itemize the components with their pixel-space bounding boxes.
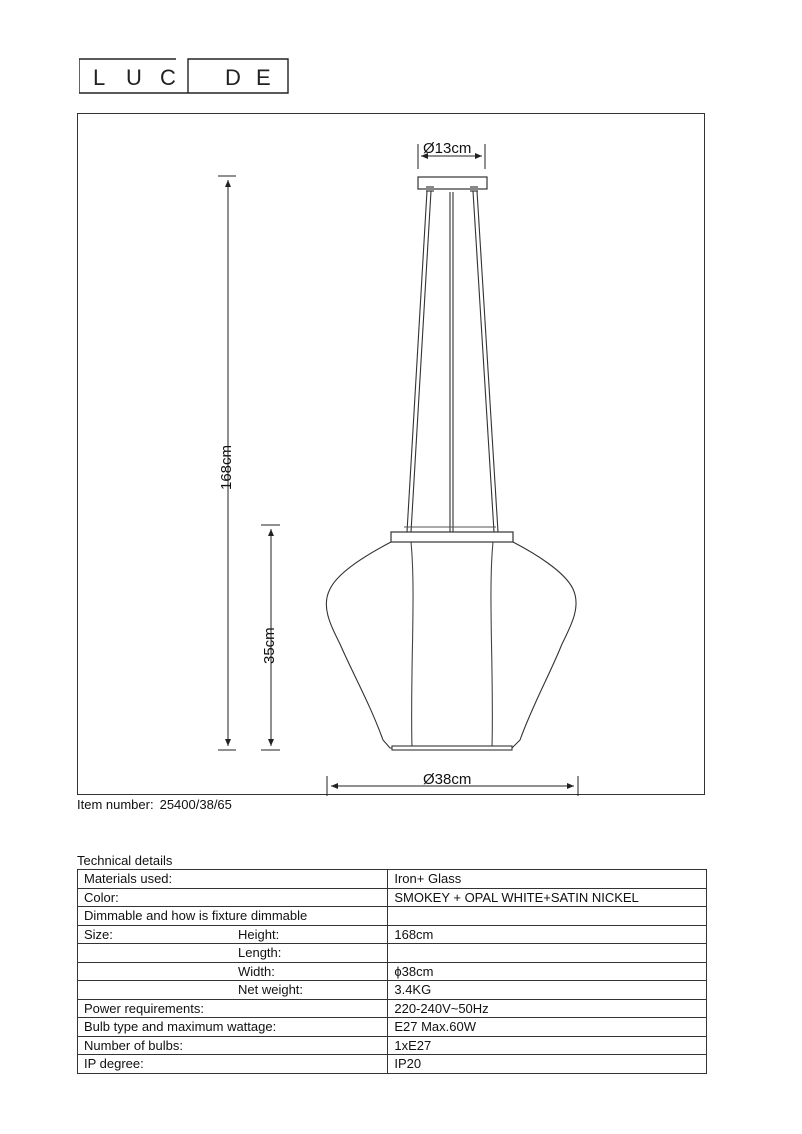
total-height-dimension bbox=[218, 176, 236, 750]
spec-label-cell bbox=[78, 962, 388, 981]
spec-sub-label: Net weight: bbox=[238, 982, 304, 997]
ceiling-canopy bbox=[418, 177, 487, 192]
table-row bbox=[78, 999, 707, 1018]
technical-drawing-frame bbox=[77, 113, 705, 795]
spec-value: IP20 bbox=[388, 1055, 707, 1074]
logo-letter-c: C bbox=[160, 65, 176, 90]
table-row bbox=[78, 944, 707, 963]
shade-diameter-label: Ø38cm bbox=[423, 771, 472, 788]
logo-letter-u: U bbox=[126, 65, 142, 90]
technical-details-title: Technical details bbox=[77, 853, 173, 868]
table-row bbox=[78, 907, 707, 926]
logo-letter-l: L bbox=[93, 65, 106, 90]
spec-value bbox=[388, 944, 707, 963]
shade-height-label: 35cm bbox=[261, 627, 278, 664]
logo-letter-d: D bbox=[225, 65, 241, 90]
top-diameter-dimension bbox=[418, 140, 485, 169]
table-row bbox=[78, 925, 707, 944]
shade-top-cap bbox=[391, 527, 513, 542]
spec-value: 3.4KG bbox=[388, 981, 707, 1000]
spec-value: Iron+ Glass bbox=[388, 870, 707, 889]
spec-sub-label: Width: bbox=[238, 963, 275, 979]
shade-height-dimension bbox=[261, 525, 280, 750]
spec-label-cell bbox=[78, 944, 388, 963]
table-row bbox=[78, 1055, 707, 1074]
spec-label: Bulb type and maximum wattage: bbox=[78, 1018, 388, 1037]
item-number-label: Item number: bbox=[77, 797, 154, 812]
spec-value: 1xE27 bbox=[388, 1036, 707, 1055]
item-number-value: 25400/38/65 bbox=[159, 797, 232, 812]
spec-value: SMOKEY + OPAL WHITE+SATIN NICKEL bbox=[388, 888, 707, 907]
spec-value: 168cm bbox=[388, 925, 707, 944]
table-row bbox=[78, 981, 707, 1000]
table-row bbox=[78, 962, 707, 981]
spec-label: Power requirements: bbox=[78, 999, 388, 1018]
pendant-lamp-drawing bbox=[78, 114, 706, 796]
spec-value bbox=[388, 907, 707, 926]
spec-label-cell bbox=[78, 925, 388, 944]
suspension-cables bbox=[407, 191, 498, 532]
spec-value: E27 Max.60W bbox=[388, 1018, 707, 1037]
table-row bbox=[78, 1018, 707, 1037]
spec-label: Color: bbox=[78, 888, 388, 907]
table-row bbox=[78, 870, 707, 889]
spec-label: IP degree: bbox=[78, 1055, 388, 1074]
spec-label: Dimmable and how is fixture dimmable bbox=[78, 907, 388, 926]
spec-value: ϕ38cm bbox=[388, 962, 707, 981]
shade-diameter-dimension bbox=[327, 771, 578, 796]
total-height-label: 168cm bbox=[218, 444, 235, 490]
spec-sub-label: Height: bbox=[238, 926, 280, 942]
spec-label: Number of bulbs: bbox=[78, 1036, 388, 1055]
technical-details-table bbox=[77, 869, 707, 1074]
glass-shade bbox=[326, 542, 576, 750]
spec-sub-label: Length: bbox=[238, 945, 282, 960]
spec-label-cell bbox=[78, 981, 388, 1000]
logo-letter-e: E bbox=[256, 65, 271, 90]
top-diameter-label: Ø13cm bbox=[423, 140, 472, 157]
spec-value: 220-240V~50Hz bbox=[388, 999, 707, 1018]
spec-label: Size: bbox=[84, 926, 113, 942]
table-row bbox=[78, 888, 707, 907]
table-row bbox=[78, 1036, 707, 1055]
item-number bbox=[77, 797, 232, 812]
lucide-logo bbox=[79, 58, 289, 94]
spec-label: Materials used: bbox=[78, 870, 388, 889]
